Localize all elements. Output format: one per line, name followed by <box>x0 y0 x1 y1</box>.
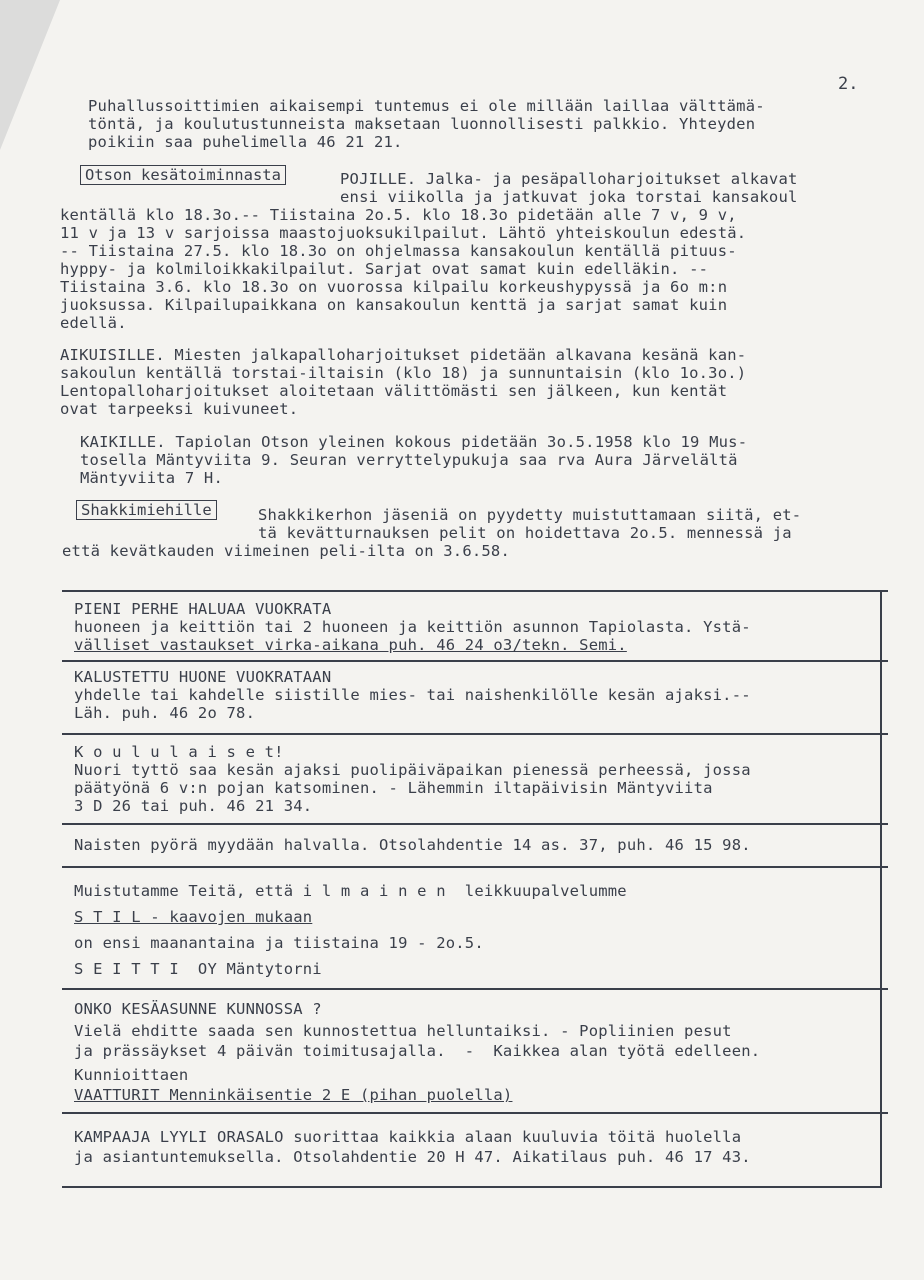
ad-divider <box>62 590 888 592</box>
kaikille-line: KAIKILLE. Tapiolan Otson yleinen kokous pidetään 3o.5.1958 klo 19 Mus- <box>80 433 748 451</box>
page-number: 2. <box>838 74 859 94</box>
ad-divider <box>62 1112 888 1114</box>
shakki-line: että kevätkauden viimeinen peli-ilta on 3.6.58. <box>62 542 510 560</box>
ad-line: päätyönä 6 v:n pojan katsominen. - Lähemmin iltapäivisin Mäntyviita <box>74 779 713 797</box>
ad-line: Vielä ehditte saada sen kunnostettua helluntaiksi. - Popliinien pesut <box>74 1022 732 1040</box>
shakki-line: tä kevätturnauksen pelit on hoidettava 2o.5. mennessä ja <box>258 524 792 542</box>
aikuisille-line: Lentopalloharjoitukset aloitetaan välittömästi sen jälkeen, kun kentät <box>60 382 728 400</box>
intro-line: töntä, ja koulutustunneista maksetaan luonnollisesti palkkio. Yhteyden <box>88 115 756 133</box>
ad-line: Muistutamme Teitä, että i l m a i n e n leikkuupalvelumme <box>74 882 627 900</box>
aikuisille-line: ovat tarpeeksi kuivuneet. <box>60 400 299 418</box>
otson-line: POJILLE. Jalka- ja pesäpalloharjoitukset alkavat <box>340 170 798 188</box>
otson-line: 11 v ja 13 v sarjoissa maastojuoksukilpailut. Lähtö yhteiskoulun edestä. <box>60 224 747 242</box>
ad-divider <box>62 823 888 825</box>
kaikille-line: Mäntyviita 7 H. <box>80 469 223 487</box>
otson-line: -- Tiistaina 27.5. klo 18.3o on ohjelmassa kansakoulun kentällä pituus- <box>60 242 737 260</box>
ad-line: ja prässäykset 4 päivän toimitusajalla. - Kaikkea alan työtä edelleen. <box>74 1042 761 1060</box>
ad-line: KALUSTETTU HUONE VUOKRATAAN <box>74 668 332 686</box>
folded-corner <box>0 0 60 150</box>
otson-box-label: Otson kesätoiminnasta <box>80 165 286 185</box>
shakki-line: Shakkikerhon jäseniä on pyydetty muistuttamaan siitä, et- <box>258 506 802 524</box>
ad-border-right <box>880 590 882 1188</box>
ad-line: välliset vastaukset virka-aikana puh. 46 24 o3/tekn. Semi. <box>74 636 627 654</box>
otson-line: edellä. <box>60 314 127 332</box>
ad-line: ONKO KESÄASUNNE KUNNOSSA ? <box>74 1000 322 1018</box>
intro-line: poikiin saa puhelimella 46 21 21. <box>88 133 403 151</box>
shakki-box-label: Shakkimiehille <box>76 500 217 520</box>
ad-line: 3 D 26 tai puh. 46 21 34. <box>74 797 313 815</box>
ad-divider <box>62 866 888 868</box>
otson-line: hyppy- ja kolmiloikkakilpailut. Sarjat ovat samat kuin edelläkin. -- <box>60 260 709 278</box>
aikuisille-line: sakoulun kentällä torstai-iltaisin (klo 18) ja sunnuntaisin (klo 1o.3o.) <box>60 364 747 382</box>
ad-line: K o u l u l a i s e t! <box>74 743 284 761</box>
kaikille-line: tosella Mäntyviita 9. Seuran verryttelypukuja saa rva Aura Järvelältä <box>80 451 738 469</box>
ad-line: huoneen ja keittiön tai 2 huoneen ja keittiön asunnon Tapiolasta. Ystä- <box>74 618 751 636</box>
ad-divider <box>62 733 888 735</box>
otson-line: ensi viikolla ja jatkuvat joka torstai kansakoul <box>340 188 798 206</box>
ad-line: KAMPAAJA LYYLI ORASALO suorittaa kaikkia alaan kuuluvia töitä huolella <box>74 1128 742 1146</box>
otson-line: juoksussa. Kilpailupaikkana on kansakoulun kenttä ja sarjat samat kuin <box>60 296 728 314</box>
ad-line: S T I L - kaavojen mukaan <box>74 908 313 926</box>
aikuisille-line: AIKUISILLE. Miesten jalkapalloharjoitukset pidetään alkavana kesänä kan- <box>60 346 747 364</box>
ad-line: on ensi maanantaina ja tiistaina 19 - 2o.5. <box>74 934 484 952</box>
ad-divider <box>62 1186 882 1188</box>
ad-line: VAATTURIT Menninkäisentie 2 E (pihan puolella) <box>74 1086 513 1104</box>
intro-line: Puhallussoittimien aikaisempi tuntemus ei ole millään laillaa välttämä- <box>88 97 765 115</box>
ad-line: Kunnioittaen <box>74 1066 189 1084</box>
ad-divider <box>62 988 888 990</box>
ad-line: PIENI PERHE HALUAA VUOKRATA <box>74 600 332 618</box>
ad-line: ja asiantuntemuksella. Otsolahdentie 20 H 47. Aikatilaus puh. 46 17 43. <box>74 1148 751 1166</box>
ad-line: Nuori tyttö saa kesän ajaksi puolipäiväpaikan pienessä perheessä, jossa <box>74 761 751 779</box>
ad-line: yhdelle tai kahdelle siistille mies- tai naishenkilölle kesän ajaksi.-- <box>74 686 751 704</box>
ad-divider <box>62 660 888 662</box>
otson-line: Tiistaina 3.6. klo 18.3o on vuorossa kilpailu korkeushypyssä ja 6o m:n <box>60 278 728 296</box>
ad-line: S E I T T I OY Mäntytorni <box>74 960 322 978</box>
otson-line: kentällä klo 18.3o.-- Tiistaina 2o.5. klo 18.3o pidetään alle 7 v, 9 v, <box>60 206 737 224</box>
ad-line: Naisten pyörä myydään halvalla. Otsolahdentie 14 as. 37, puh. 46 15 98. <box>74 836 751 854</box>
ad-line: Läh. puh. 46 2o 78. <box>74 704 256 722</box>
